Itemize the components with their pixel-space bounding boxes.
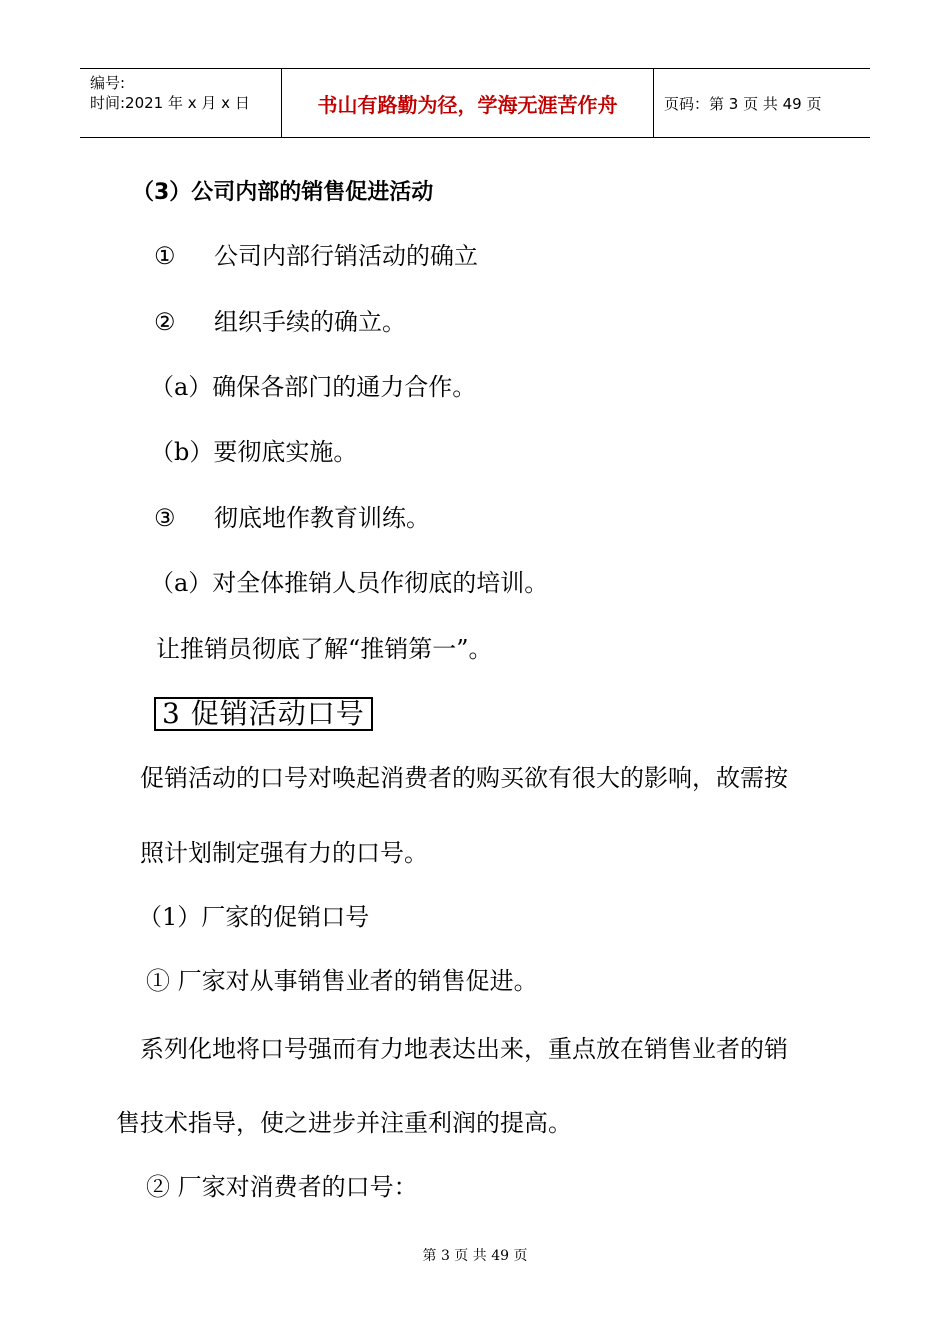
list-text: 公司内部行销活动的确立 [214,242,478,270]
section-title-slogan: 3 促销活动口号 [154,697,373,731]
sub-item-2: ② 厂家对消费者的口号： [146,1173,418,1201]
paragraph-2-line-1: 系列化地将口号强而有力地表达出来，重点放在销售业者的销 [140,1035,788,1063]
list-number: ① [154,242,176,270]
sub-item-2b: （b）要彻底实施。 [150,438,358,466]
list-item-3 [154,503,430,533]
heading-internal-promotion: （3）公司内部的销售促进活动 [132,180,434,205]
paragraph-2-line-2: 售技术指导，使之进步并注重利润的提高。 [116,1109,572,1137]
sub-item-1: ① 厂家对从事销售业者的销售促进。 [146,967,538,995]
sub-item-3a: （a）对全体推销人员作彻底的培训。 [150,569,549,597]
list-number: ③ [154,504,176,532]
header-motto-cell [282,69,654,137]
time-label: 时间:2021 年 x 月 x 日 [90,94,250,112]
header-page-cell [654,69,870,137]
page-footer [0,1246,950,1266]
paragraph-1-line-2: 照计划制定强有力的口号。 [140,839,428,867]
sub-item-2a: （a）确保各部门的通力合作。 [150,373,477,401]
page-header [80,68,870,138]
list-item-1 [154,241,478,271]
list-text: 组织手续的确立。 [214,308,406,336]
code-label: 编号: [90,74,126,92]
motto-text: 书山有路勤为径，学海无涯苦作舟 [317,92,618,117]
item-3-note: 让推销员彻底了解“推销第一”。 [156,635,493,663]
subheading-manufacturer-slogan: （1）厂家的促销口号 [138,903,370,931]
list-text: 彻底地作教育训练。 [214,504,430,532]
paragraph-1-line-1: 促销活动的口号对唤起消费者的购买欲有很大的影响，故需按 [140,764,788,792]
page-info: 页码：第 3 页 共 49 页 [664,94,822,113]
footer-page-number: 第 3 页 共 49 页 [422,1248,528,1264]
list-number: ② [154,308,176,336]
list-item-2 [154,307,406,337]
header-meta-cell [80,69,282,137]
